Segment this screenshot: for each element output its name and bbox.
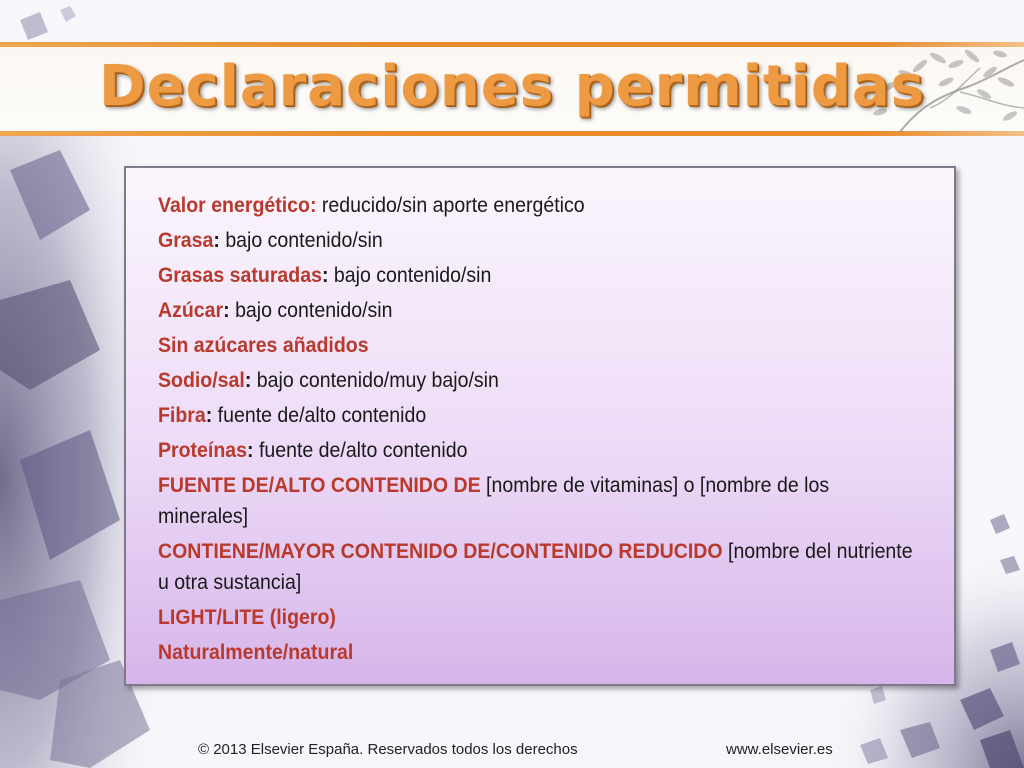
item-key: LIGHT/LITE (ligero) (158, 606, 336, 629)
list-item (158, 295, 916, 326)
item-separator: : (244, 369, 252, 392)
item-value: bajo contenido/muy bajo/sin (251, 369, 499, 392)
item-value: [nombre del nutriente u otra sustancia] (158, 540, 913, 594)
list-item (158, 330, 916, 361)
footer-website-link[interactable]: www.elsevier.es (726, 741, 833, 758)
item-key: CONTIENE/MAYOR CONTENIDO DE/CONTENIDO REDUCIDO (158, 540, 723, 563)
list-item (158, 435, 916, 466)
list-item (158, 225, 916, 256)
item-separator: : (321, 264, 329, 287)
item-key: Naturalmente/natural (158, 641, 354, 664)
list-item (158, 536, 916, 598)
list-item (158, 365, 916, 396)
item-separator: : (213, 229, 220, 252)
item-key: Grasas saturadas (158, 264, 322, 287)
item-separator: : (205, 404, 213, 427)
list-item (158, 602, 916, 633)
list-item (158, 260, 916, 291)
claims-list-box (124, 166, 956, 686)
list-item (158, 470, 916, 532)
list-item (158, 190, 916, 221)
item-value: fuente de/alto contenido (253, 439, 468, 462)
list-item (158, 637, 916, 668)
item-key: Sin azúcares añadidos (158, 334, 369, 357)
item-key: Valor energético: (158, 194, 317, 217)
item-key: Azúcar (158, 299, 224, 322)
item-separator: : (223, 299, 230, 322)
item-value: bajo contenido/sin (219, 229, 383, 252)
item-key: Fibra (158, 404, 206, 427)
footer-copyright: © 2013 Elsevier España. Reservados todos los derechos (198, 741, 578, 758)
list-item (158, 400, 916, 431)
item-key: Grasa (158, 229, 214, 252)
item-key: Sodio/sal (158, 369, 245, 392)
item-value: fuente de/alto contenido (212, 404, 427, 427)
page-title: Declaraciones permitidas (99, 54, 925, 119)
item-value: bajo contenido/sin (328, 264, 492, 287)
item-separator: : (247, 439, 254, 462)
item-value: reducido/sin aporte energético (316, 194, 585, 217)
item-key: Proteínas (158, 439, 248, 462)
item-value: bajo contenido/sin (229, 299, 393, 322)
item-value: [nombre de vitaminas] o [nombre de los minerales] (158, 474, 830, 528)
item-key: FUENTE DE/ALTO CONTENIDO DE (158, 474, 481, 497)
